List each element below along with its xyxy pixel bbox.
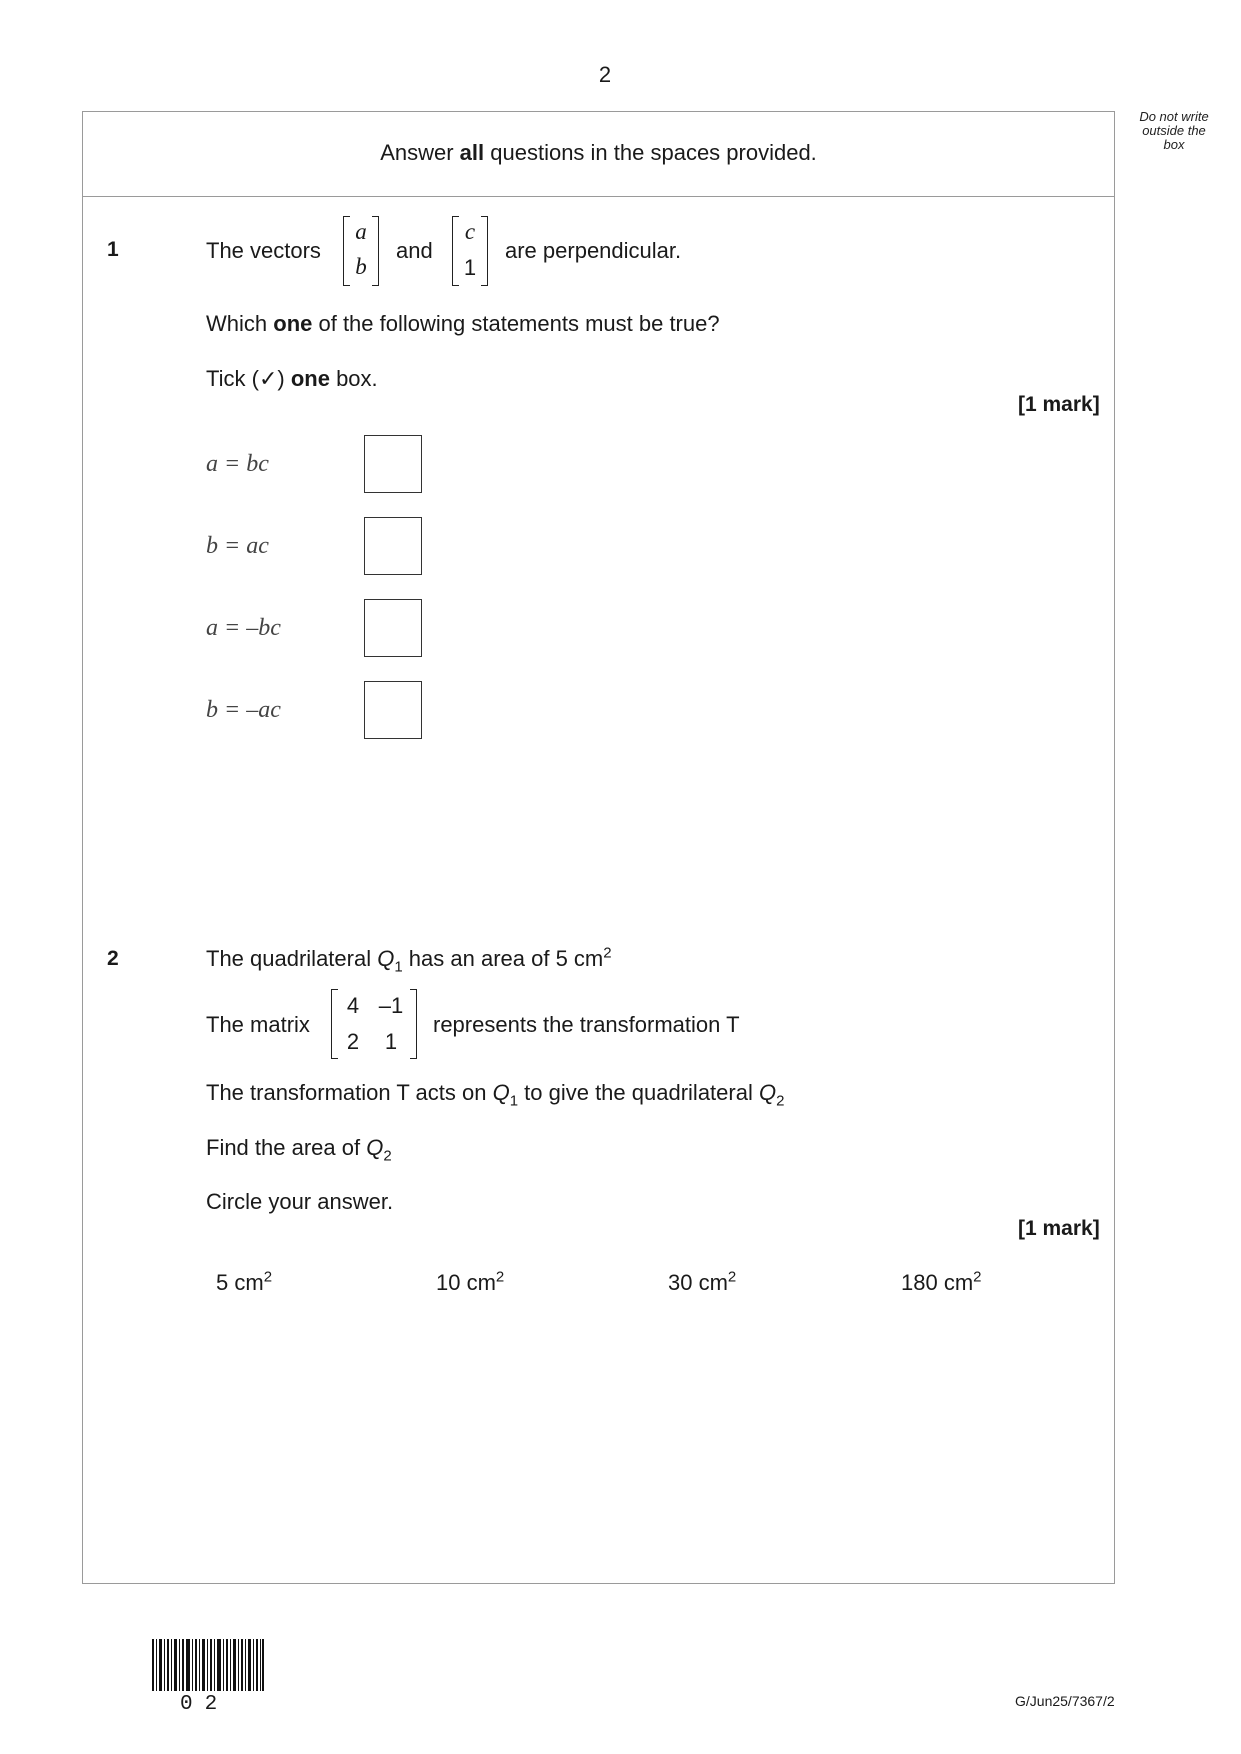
matrix-r1c1: 4 (346, 993, 360, 1018)
q2-answer-3[interactable] (668, 1270, 736, 1296)
tick-post: box. (329, 366, 378, 391)
q1-option-3-label: a = –bc (206, 615, 281, 641)
q2-line1-sub: 1 (394, 958, 403, 976)
q2-line4-pre: Find the area of (206, 1135, 367, 1160)
q2-line-1 (206, 944, 612, 976)
matrix-r2c2: 1 (384, 1029, 398, 1054)
q2-line3-var1: Q (492, 1080, 510, 1105)
question-2-number: 2 (107, 947, 119, 970)
barcode (152, 1639, 264, 1691)
q2-answer-1[interactable] (216, 1270, 272, 1296)
matrix-r1c2: –1 (378, 993, 404, 1018)
q2-line3-sub2: 2 (776, 1092, 785, 1110)
q2-marks: [1 mark] (1018, 1217, 1100, 1240)
q1-intro: The vectors (206, 238, 321, 263)
q2-line4-var: Q (366, 1135, 384, 1160)
answer-value: 10 cm (436, 1270, 496, 1295)
q1-option-1-checkbox[interactable] (364, 435, 422, 493)
q1-option-3-checkbox[interactable] (364, 599, 422, 657)
q2-line4-sub: 2 (383, 1147, 392, 1165)
answer-sup: 2 (973, 1268, 982, 1286)
instruction-post: questions in the spaces provided. (484, 140, 817, 165)
q1-question-bold: one (273, 311, 313, 336)
vector-2-top: c (464, 219, 476, 244)
answer-sup: 2 (727, 1268, 737, 1286)
q1-option-1-label: a = bc (206, 451, 269, 477)
header-divider (82, 196, 1115, 197)
q1-outro: are perpendicular. (505, 238, 682, 263)
q1-tick-instruction (206, 366, 378, 392)
tick-pre: Tick (✓) (206, 366, 291, 391)
q1-option-2-label: b = ac (206, 533, 269, 559)
q1-option-4-checkbox[interactable] (364, 681, 422, 739)
q2-line3-mid: to give the quadrilateral (518, 1080, 759, 1105)
q1-question (206, 311, 720, 337)
q1-vector-2 (452, 216, 488, 286)
barcode-digits: 02 (180, 1693, 230, 1716)
vector-1-bottom: b (355, 254, 367, 279)
margin-note: Do not write outside the box (1139, 109, 1209, 152)
q1-question-pre: Which (206, 311, 274, 336)
answer-value: 30 cm (668, 1270, 728, 1295)
answer-sup: 2 (263, 1268, 273, 1286)
q2-answer-2[interactable] (436, 1270, 504, 1296)
q2-answer-4[interactable] (901, 1270, 982, 1296)
q1-marks: [1 mark] (1018, 393, 1100, 416)
q2-line3-var2: Q (758, 1080, 777, 1105)
q2-line1-post: has an area of 5 cm (402, 946, 604, 971)
q2-matrix-pre: The matrix (206, 1012, 310, 1037)
q1-option-4-label: b = –ac (206, 697, 281, 723)
q2-line-5: Circle your answer. (206, 1189, 394, 1214)
q2-matrix (331, 989, 417, 1059)
answer-value: 180 cm (901, 1270, 974, 1295)
reference-code: G/Jun25/7367/2 (1015, 1693, 1115, 1709)
q2-line1-sup: 2 (603, 944, 612, 962)
q2-line1-var: Q (377, 946, 395, 971)
instruction-bold: all (459, 140, 485, 165)
tick-bold: one (290, 366, 330, 391)
vector-2-bottom: 1 (463, 255, 477, 280)
q1-and: and (396, 238, 433, 263)
q2-line3-sub1: 1 (509, 1092, 519, 1110)
instruction-pre: Answer (380, 140, 460, 165)
question-1-number: 1 (107, 238, 119, 261)
q1-option-2-checkbox[interactable] (364, 517, 422, 575)
page-number: 2 (598, 62, 612, 87)
q2-line1-pre: The quadrilateral (206, 946, 378, 971)
q2-line3-pre: The transformation T acts on (206, 1080, 493, 1105)
answer-sup: 2 (495, 1268, 505, 1286)
instruction (82, 140, 1115, 166)
matrix-r2c1: 2 (346, 1029, 360, 1054)
answer-value: 5 cm (216, 1270, 264, 1295)
vector-1-top: a (355, 219, 367, 244)
q2-line-4 (206, 1135, 392, 1165)
right-bracket (410, 989, 417, 1059)
q1-vector-1 (343, 216, 379, 286)
q2-matrix-post: represents the transformation T (433, 1012, 740, 1037)
q2-line-3 (206, 1080, 785, 1110)
q1-question-post: of the following statements must be true? (312, 311, 720, 336)
